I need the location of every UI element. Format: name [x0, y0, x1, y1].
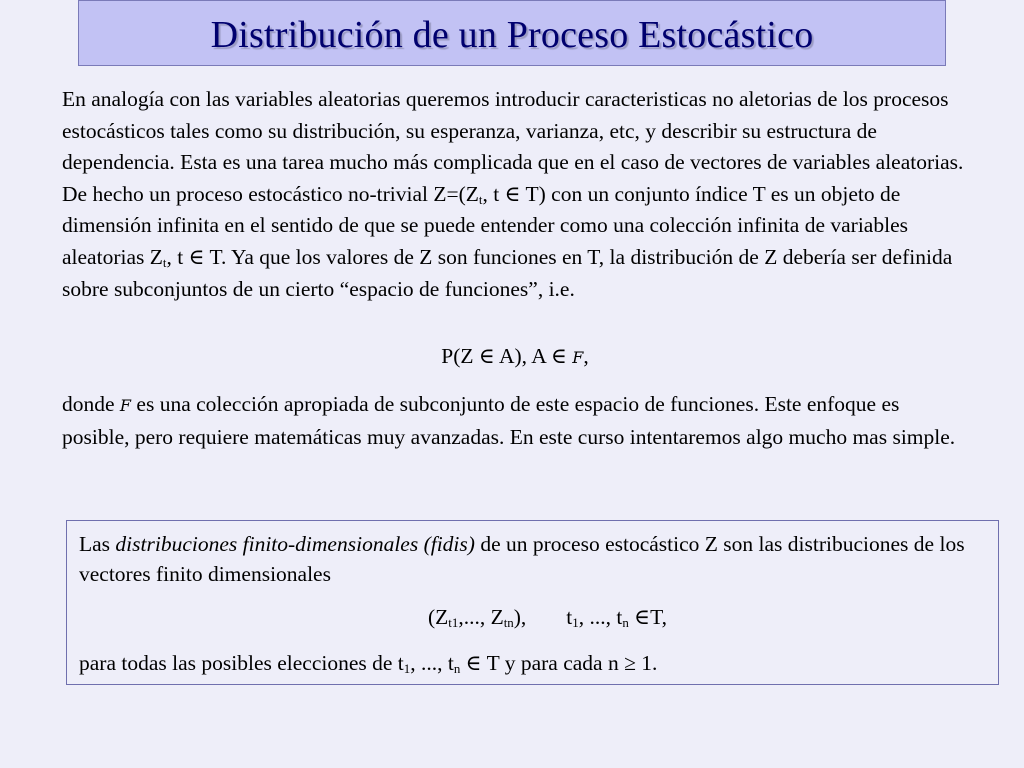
explanation-script-f: F	[119, 396, 132, 415]
times-tail: ∈T,	[628, 605, 667, 629]
times-sub-1: 1	[572, 616, 579, 631]
condition-a: para todas las posibles elecciones de t	[79, 651, 404, 675]
times-sub-n: n	[622, 616, 629, 631]
condition-sub-n: n	[453, 662, 461, 677]
condition-b: , ..., t	[410, 651, 454, 675]
vector-open: (Z	[428, 605, 449, 629]
definition-pre: Las	[79, 532, 116, 556]
definition-condition	[79, 651, 657, 676]
vector-sub-1: t1	[448, 616, 459, 631]
intro-subscript-1: t	[478, 193, 483, 207]
slide-title: Distribución de un Proceso Estocástico	[210, 14, 814, 56]
definition-term: distribuciones finito-dimensionales (fidis)	[115, 532, 475, 556]
explanation-lead: donde	[62, 392, 120, 416]
times-t: t	[566, 605, 573, 629]
probability-formula	[0, 344, 1024, 369]
explanation-text: es una colección apropiada de subconjunto de este espacio de funciones. Este enfoque es posible, pero requiere matemáticas muy avanzadas. En este curso intentaremos algo mucho mas simple.	[62, 392, 956, 449]
vector-sub-2: tn	[503, 616, 514, 631]
vector-close: ),	[513, 605, 527, 629]
times-mid: , ..., t	[578, 605, 623, 629]
intro-text-2: , t ∈ T) con un conjunto índice T es un objeto de dimensión infinita en el sentido de que se puede entender como una colección infinita de variables aleatorias Z	[62, 181, 908, 269]
title-banner	[78, 0, 946, 66]
definition-text	[79, 529, 984, 589]
intro-text-1: En analogía con las variables aleatorias queremos introducir caracteristicas no aletorias de los procesos estocásticos tales como su distribución, su esperanza, varianza, etc, y describir su estructura de dependencia. Esta es una tarea mucho más complicada que en el caso de vectores de variables aleatorias. De hecho un proceso estocástico no-trivial Z=(Z	[62, 87, 964, 206]
formula-tail: ,	[583, 344, 589, 368]
definition-post: de un proceso estocástico Z son las distribuciones de los vectores finito dimensionales	[79, 532, 965, 586]
formula-text: P(Z ∈ A), A ∈	[441, 344, 573, 368]
definition-box	[66, 520, 999, 685]
intro-text-3: , t ∈ T. Ya que los valores de Z son funciones en T, la distribución de Z debería ser definida sobre subconjuntos de un cierto “espacio de funciones”, i.e.	[62, 244, 953, 301]
explanation-paragraph	[62, 389, 967, 453]
formula-script-f: F	[572, 348, 584, 367]
vector-mid: ,..., Z	[458, 605, 504, 629]
condition-c: ∈ T y para cada n ≥ 1.	[460, 651, 658, 675]
intro-subscript-2: t	[162, 256, 167, 271]
condition-sub-1: 1	[403, 662, 411, 677]
intro-paragraph	[62, 84, 967, 305]
vector-formula	[67, 605, 998, 630]
